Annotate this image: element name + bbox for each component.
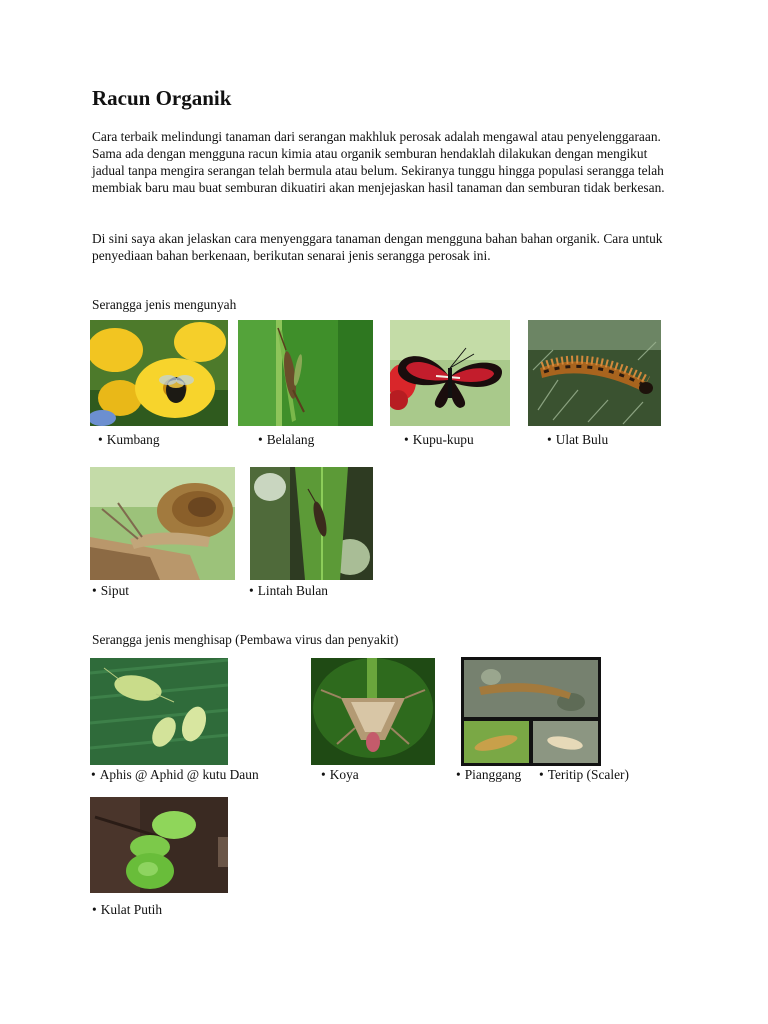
list-item xyxy=(321,767,359,783)
item-label: Aphis @ Aphid @ kutu Daun xyxy=(99,767,259,782)
kumbang-photo xyxy=(90,320,228,426)
item-label: Ulat Bulu xyxy=(555,432,609,447)
list-item xyxy=(404,432,474,448)
pianggang-photo xyxy=(461,657,601,766)
item-label: Teritip (Scaler) xyxy=(547,767,629,782)
bullet: • xyxy=(258,432,263,447)
item-label: Siput xyxy=(100,583,129,598)
list-item xyxy=(92,583,129,599)
list-item xyxy=(539,767,629,783)
section-heading-sucking: Serangga jenis menghisap (Pembawa virus dan penyakit) xyxy=(92,632,399,647)
bullet: • xyxy=(404,432,409,447)
ulat-bulu-photo xyxy=(528,320,661,426)
kupu-kupu-photo xyxy=(390,320,510,426)
bullet: • xyxy=(92,583,97,598)
bullet: • xyxy=(92,902,97,917)
item-label: Kupu-kupu xyxy=(412,432,474,447)
list-item xyxy=(456,767,521,783)
item-label: Kumbang xyxy=(106,432,160,447)
siput-photo xyxy=(90,467,235,580)
bullet: • xyxy=(547,432,552,447)
item-label: Lintah Bulan xyxy=(257,583,328,598)
koya-photo xyxy=(311,658,435,765)
list-item xyxy=(547,432,608,448)
list-item xyxy=(258,432,314,448)
bullet: • xyxy=(321,767,326,782)
list-item xyxy=(92,902,162,918)
item-label: Belalang xyxy=(266,432,315,447)
kulat-putih-photo xyxy=(90,797,228,893)
bullet: • xyxy=(456,767,461,782)
list-item xyxy=(249,583,328,599)
belalang-photo xyxy=(238,320,373,426)
bullet: • xyxy=(98,432,103,447)
aphis-photo xyxy=(90,658,228,765)
item-label: Kulat Putih xyxy=(100,902,163,917)
section-heading-chewing: Serangga jenis mengunyah xyxy=(92,297,237,312)
bullet: • xyxy=(91,767,96,782)
second-paragraph: Di sini saya akan jelaskan cara menyenggara tanaman dengan mengguna bahan bahan organik. Cara untuk penyediaan bahan berkenaan, berikutan senarai jenis serangga perosak ini. xyxy=(92,231,663,263)
bullet: • xyxy=(249,583,254,598)
intro-paragraph: Cara terbaik melindungi tanaman dari serangan makhluk perosak adalah mengawal atau penyelenggaraan. Sama ada dengan mengguna racun kimia atau organik semburan hendaklah dilakukan dengan mengikut jadual tanpa mengira serangan telah bermula atau belum. Sekiranya tunggu hingga populasi serangga telah membiak baru mau buat semburan dikuatiri akan menjejaskan hasil tanaman dan semburan tidak berkesan. xyxy=(92,129,665,195)
item-label: Koya xyxy=(329,767,359,782)
lintah-bulan-photo xyxy=(250,467,373,580)
list-item xyxy=(98,432,160,448)
item-label: Pianggang xyxy=(464,767,522,782)
list-item xyxy=(91,767,259,783)
page-title: Racun Organik xyxy=(92,86,232,110)
bullet: • xyxy=(539,767,544,782)
